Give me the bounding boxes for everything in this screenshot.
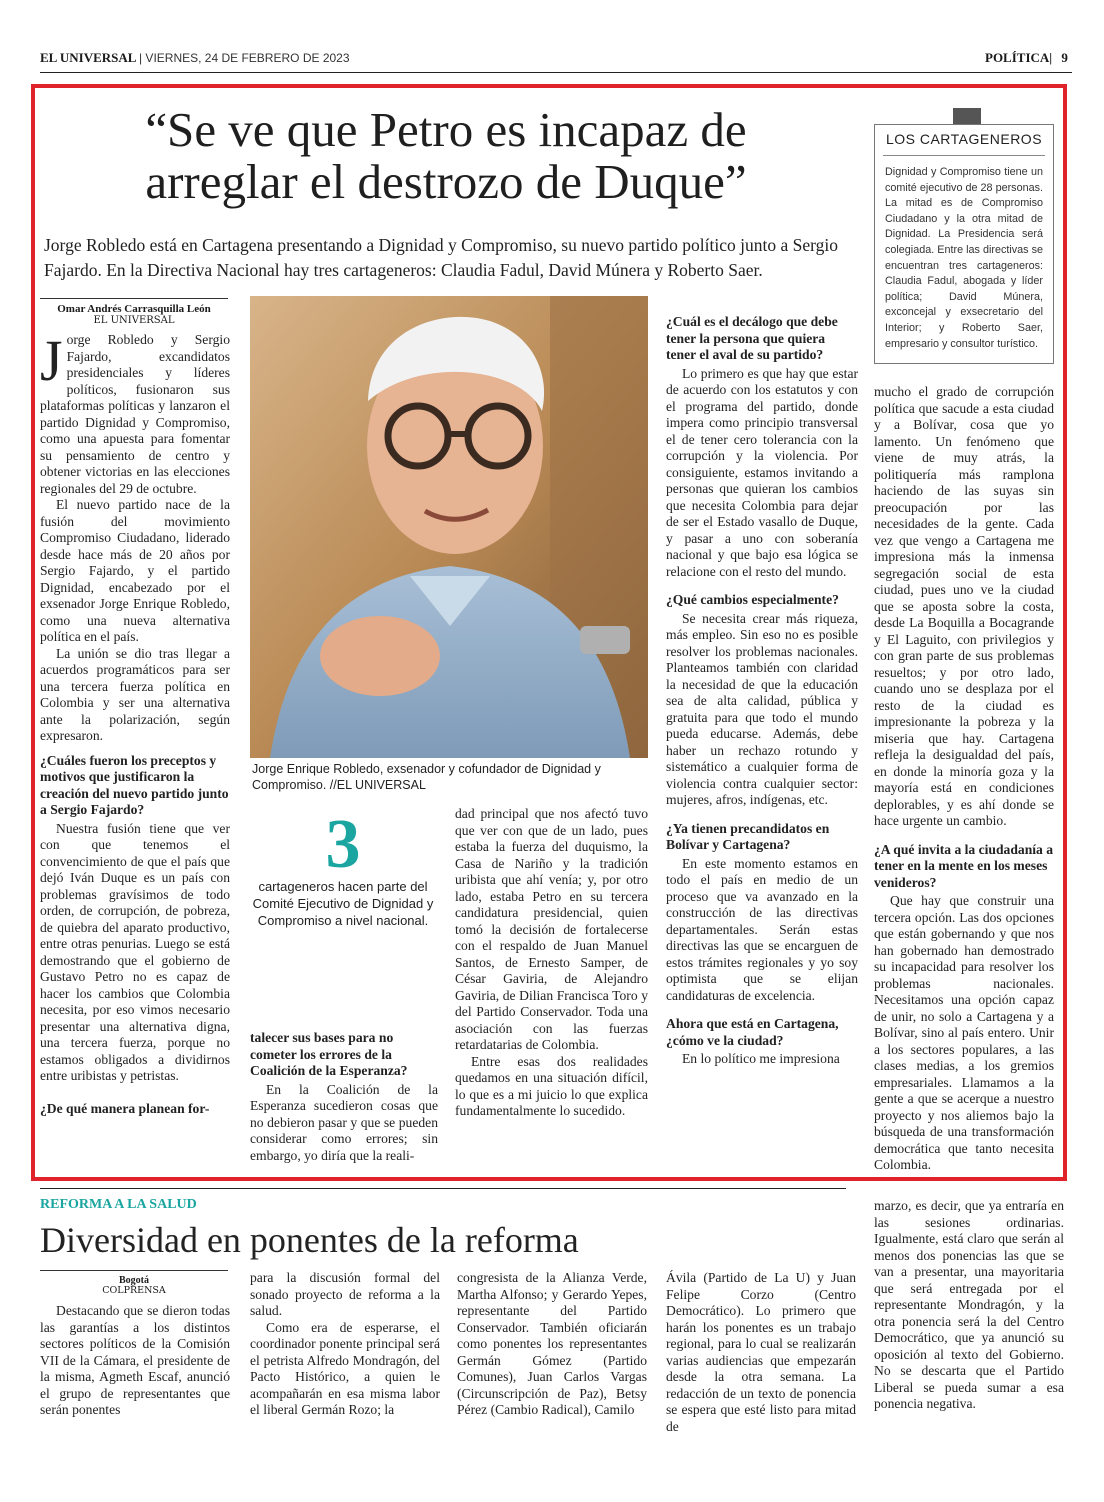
- header-rule: [40, 72, 1072, 73]
- sidebar-rule: [883, 155, 1045, 156]
- column-1: [40, 328, 230, 1119]
- portrait-photo: [250, 296, 648, 758]
- paragraph: marzo, es decir, que ya entraría en las sesiones ordinarias. Igualmente, está claro que serán al menos dos ponencias las que se van a presentar, una mayoritaria que será entregada por el representante Mondragón, y la otra ponencia será la del Centro Democrático, que ya anunció su oposición al texto del Gobierno. No se descarta que el Partido Liberal se pueda sumar a esa ponencia negativa.: [874, 1198, 1064, 1411]
- column-3: [455, 806, 648, 1120]
- answer: En lo político me impresiona: [682, 1051, 840, 1066]
- drop-cap: J: [40, 328, 63, 393]
- question: ¿Cuál es el decálogo que debe tener la persona que quiera tener el aval de su partido?: [666, 314, 838, 362]
- second-column-5: [874, 1198, 1064, 1413]
- photo-illustration: [250, 296, 648, 758]
- stat-number: 3: [325, 806, 361, 883]
- lead-text: orge Robledo y Sergio Fajardo, excandidatos presidenciales y líderes políticos, fusionaron sus plataformas políticas y lanzaron el partido Dignidad y Compromiso, como una apuesta para fomentar su pensamiento de centro y obtener victorias en las elecciones regionales del 29 de octubre.: [40, 332, 230, 496]
- deck: Jorge Robledo está en Cartagena presentando a Dignidad y Compromiso, su nuevo partido político junto a Sergio Fajardo. En la Directiva Nacional hay tres cartageneros: Claudia Fadul, David Múnera y Roberto Saer.: [44, 235, 838, 280]
- paragraph: Destacando que se dieron todas las garantías a los distintos sectores políticos de la Comisión VII de la Cámara, el presidente de la misma, Agmeth Escaf, anunció el grupo de representantes que serán ponentes: [40, 1303, 230, 1417]
- photo-caption: Jorge Enrique Robledo, exsenador y cofundador de Dignidad y Compromiso. //EL UNIVERSAL: [252, 762, 601, 792]
- outlet-name: EL UNIVERSAL: [93, 315, 175, 326]
- second-column-1: [40, 1303, 230, 1419]
- author-name: Omar Andrés Carrasquilla León: [57, 303, 211, 315]
- second-column-4: [666, 1270, 856, 1435]
- agency: COLPRENSA: [102, 1285, 166, 1296]
- question: talecer sus bases para no cometer los errores de la Coalición de la Esperanza?: [250, 1030, 408, 1078]
- second-kicker: REFORMA A LA SALUD: [40, 1197, 197, 1212]
- section-rule: [40, 1188, 846, 1189]
- answer: Nuestra fusión tiene que ver con que tenemos el convencimiento de que el país que dejó Iván Duque es un país con problemas gravísimos de todo orden, de corrupción, de pobreza, de quiebra del aparato productivo, entre otras penurias. Luego se está demostrando que el gobierno de Gustavo Petro no es capaz de hacer los cambios que Colombia necesita, por eso vimos necesario presentar una alternativa digna, una tercera fuerza, porque no estamos obligados a dividirnos entre uribistas y petristas.: [40, 820, 230, 1083]
- answer: Lo primero es que hay que estar de acuerdo con los estatutos y con el programa del partido, donde impera como principio transversal el de tener cero tolerancia con la corrupción y la violencia. Por consiguiente, estamos invitando a personas que quieran los cambios que necesita Colombia para dejar de ser el Estado vasallo de Duque, y pasar a uno con soberanía nacional y que bajo esa lógica se relacione con el resto del mundo.: [666, 365, 858, 579]
- sidebar-title: LOS CARTAGENEROS: [885, 131, 1043, 147]
- sidebar-body: Dignidad y Compromiso tiene un comité ejecutivo de 28 personas. La mitad es de Compromiso Ciudadano y la otra mitad de Dignidad. La Presidencia será colegiada. Entre las directivas se encuentran tres cartageneros: Claudia Fadul, abogada y líder política; David Múnera, exconcejal y exsecretario del Interior; y Roberto Saer, empresario y consultor turístico.: [885, 166, 1043, 350]
- second-headline: Diversidad en ponentes de la reforma: [40, 1220, 579, 1260]
- answer: En la Coalición de la Esperanza sucedieron cosas que no debieron pasar y que se pueden considerar como errores; sin embargo, yo diría que la reali-: [250, 1081, 438, 1163]
- second-column-2: [250, 1270, 440, 1419]
- question: ¿Cuáles fueron los preceptos y motivos que justificaron la creación del nuevo partido junto a Sergio Fajardo?: [40, 752, 229, 817]
- headline-line-1: “Se ve que Petro es incapaz de: [145, 102, 747, 157]
- question: ¿Ya tienen precandidatos en Bolívar y Cartagena?: [666, 820, 830, 852]
- sidebar-tab: [953, 108, 981, 124]
- column-2: [250, 1030, 438, 1164]
- paper-name: EL UNIVERSAL: [40, 50, 136, 65]
- section-name: POLÍTICA|: [985, 50, 1053, 65]
- answer: dad principal que nos afectó tuvo que ver con que de un lado, pues estaba la fuerza del duquismo, la Casa de Nariño y la tradición uribista que ahí venía; y, por otro lado, estaba Petro en su tercera candidatura presidencial, quien tomó la decisión de fortalecerse con el respaldo de Juan Manuel Santos, de Ernesto Samper, de César Gaviria, de Alejandro Gaviria, de Dilian Francisca Toro y del Partido Conservador. Toda una asociación con las fuerzas retardatarias de Colombia.: [455, 806, 648, 1052]
- headline-line-2: arreglar el destrozo de Duque”: [145, 154, 747, 209]
- masthead: [40, 50, 350, 66]
- answer: En este momento estamos en todo el país en medio de un proceso que va avanzado en la construcción de las directivas departamentales. Serán estas directivas las que se encarguen de estos trámites regionales y yo soy optimista que se elijan candidaturas de excelencia.: [666, 855, 858, 1003]
- stat-text: cartageneros hacen parte del Comité Ejecutivo de Dignidad y Compromiso a nivel nacional.: [252, 879, 434, 928]
- question: Ahora que está en Cartagena, ¿cómo ve la ciudad?: [666, 1016, 839, 1048]
- headline: [46, 104, 846, 208]
- answer: mucho el grado de corrupción política que sacude a esta ciudad y a Bolívar, cosa que yo lamento. Un fenómeno que viene de muy atrás, la politiquería más ramplona haciendo de las suyas sin preocupación por las necesidades de la gente. Cada vez que vengo a Cartagena me impresiona más la inmensa segregación social de esta ciudad, pues uno ve la ciudad que se aposta sobre la costa, desde La Boquilla a Bocagrande y El Laguito, con privilegios y con gran parte de sus problemas resueltos; y por otro lado, cuando uno se desplaza por el resto de la ciudad es impresionante la pobreza y la miseria que hay. Cartagena refleja la desigualdad del país, en donde la minoría goza y la mayoría está en condiciones deplorables, y es ahí donde se hace urgente un cambio.: [874, 384, 1054, 828]
- byline: [40, 304, 228, 326]
- answer: Se necesita crear más riqueza, más empleo. Sin eso no es posible resolver los problemas nacionales. Planteamos también con claridad la necesidad de que la educación sea de alta calidad, pública y gratuita para que todo el mundo pueda educarse. Además, debe haber un rechazo rotundo y sistemático a cualquier forma de violencia contra cualquier sector: mujeres, afros, indígenas, etc.: [666, 610, 858, 807]
- paragraph: Ávila (Partido de La U) y Juan Felipe Corzo (Centro Democrático). Lo primero que harán los ponentes es un trabajo regional, para lo cual se realizarán varias audiencias que empezarán desde la otra semana. La redacción de un texto de ponencia se espera que esté listo para mitad de: [666, 1270, 856, 1434]
- second-byline: [40, 1276, 228, 1296]
- answer: Entre esas dos realidades quedamos en una situación difícil, lo que es a mi juicio lo que explica fundamentalmente lo sucedido.: [455, 1053, 648, 1118]
- answer: Que hay que construir una tercera opción. Las dos opciones que están gobernando y que nos han gobernado han demostrado su incapacidad para resolver los problemas nacionales. Necesitamos una opción capaz de unir, no solo a Cartagena y a Bolívar, sino al país entero. Unir a los sectores populares, a las clases medias, a los gremios empresariales. Llamamos a la gente a que se acerque a nuestro proyecto y nos aliemos bajo la búsqueda de una transformación democrática que tanto necesita Colombia.: [874, 893, 1054, 1172]
- paragraph: Como era de esperarse, el coordinador ponente principal será el petrista Alfredo Mondragón, del Pacto Histórico, a quien le acompañarán en esa misma labor el liberal Germán Rozo; la: [250, 1319, 440, 1417]
- question: ¿Qué cambios especialmente?: [666, 592, 839, 607]
- dateline: Bogotá: [119, 1275, 149, 1286]
- byline-rule: [40, 298, 228, 299]
- paragraph: para la discusión formal del sonado proyecto de reforma a la salud.: [250, 1270, 440, 1318]
- column-5: [874, 384, 1054, 1174]
- page-number: 9: [1061, 50, 1068, 65]
- question: ¿A qué invita a la ciudadanía a tener en la mente en los meses venideros?: [874, 841, 1054, 890]
- second-column-3: [457, 1270, 647, 1419]
- section-label: [985, 50, 1068, 66]
- question: ¿De qué manera planean for-: [40, 1100, 210, 1116]
- second-byline-rule: [40, 1270, 228, 1271]
- column-4: [666, 314, 858, 1068]
- sidebar-box: [874, 124, 1054, 364]
- paragraph: El nuevo partido nace de la fusión del movimiento Compromiso Ciudadano, liderado desde hace más de 20 años por Sergio Fajardo, y el partido Dignidad, encabezado por el exsenador Jorge Enrique Robledo, como una nueva alternativa política en el país.: [40, 497, 230, 644]
- issue-date: | VIERNES, 24 DE FEBRERO DE 2023: [138, 51, 350, 65]
- paragraph: La unión se dio tras llegar a acuerdos programáticos para ser una tercera fuerza política en Colombia y ser una alternativa ante la polarización, según expresaron.: [40, 645, 230, 743]
- paragraph: congresista de la Alianza Verde, Martha Alfonso; y Gerardo Yepes, representante del Partido Conservador. También oficiarán como ponentes los representantes Germán Gómez (Partido Comunes), Juan Carlos Vargas (Circunscripción de Paz), Betsy Pérez (Cambio Radical), Camilo: [457, 1270, 647, 1417]
- lead-paragraph: [40, 328, 230, 497]
